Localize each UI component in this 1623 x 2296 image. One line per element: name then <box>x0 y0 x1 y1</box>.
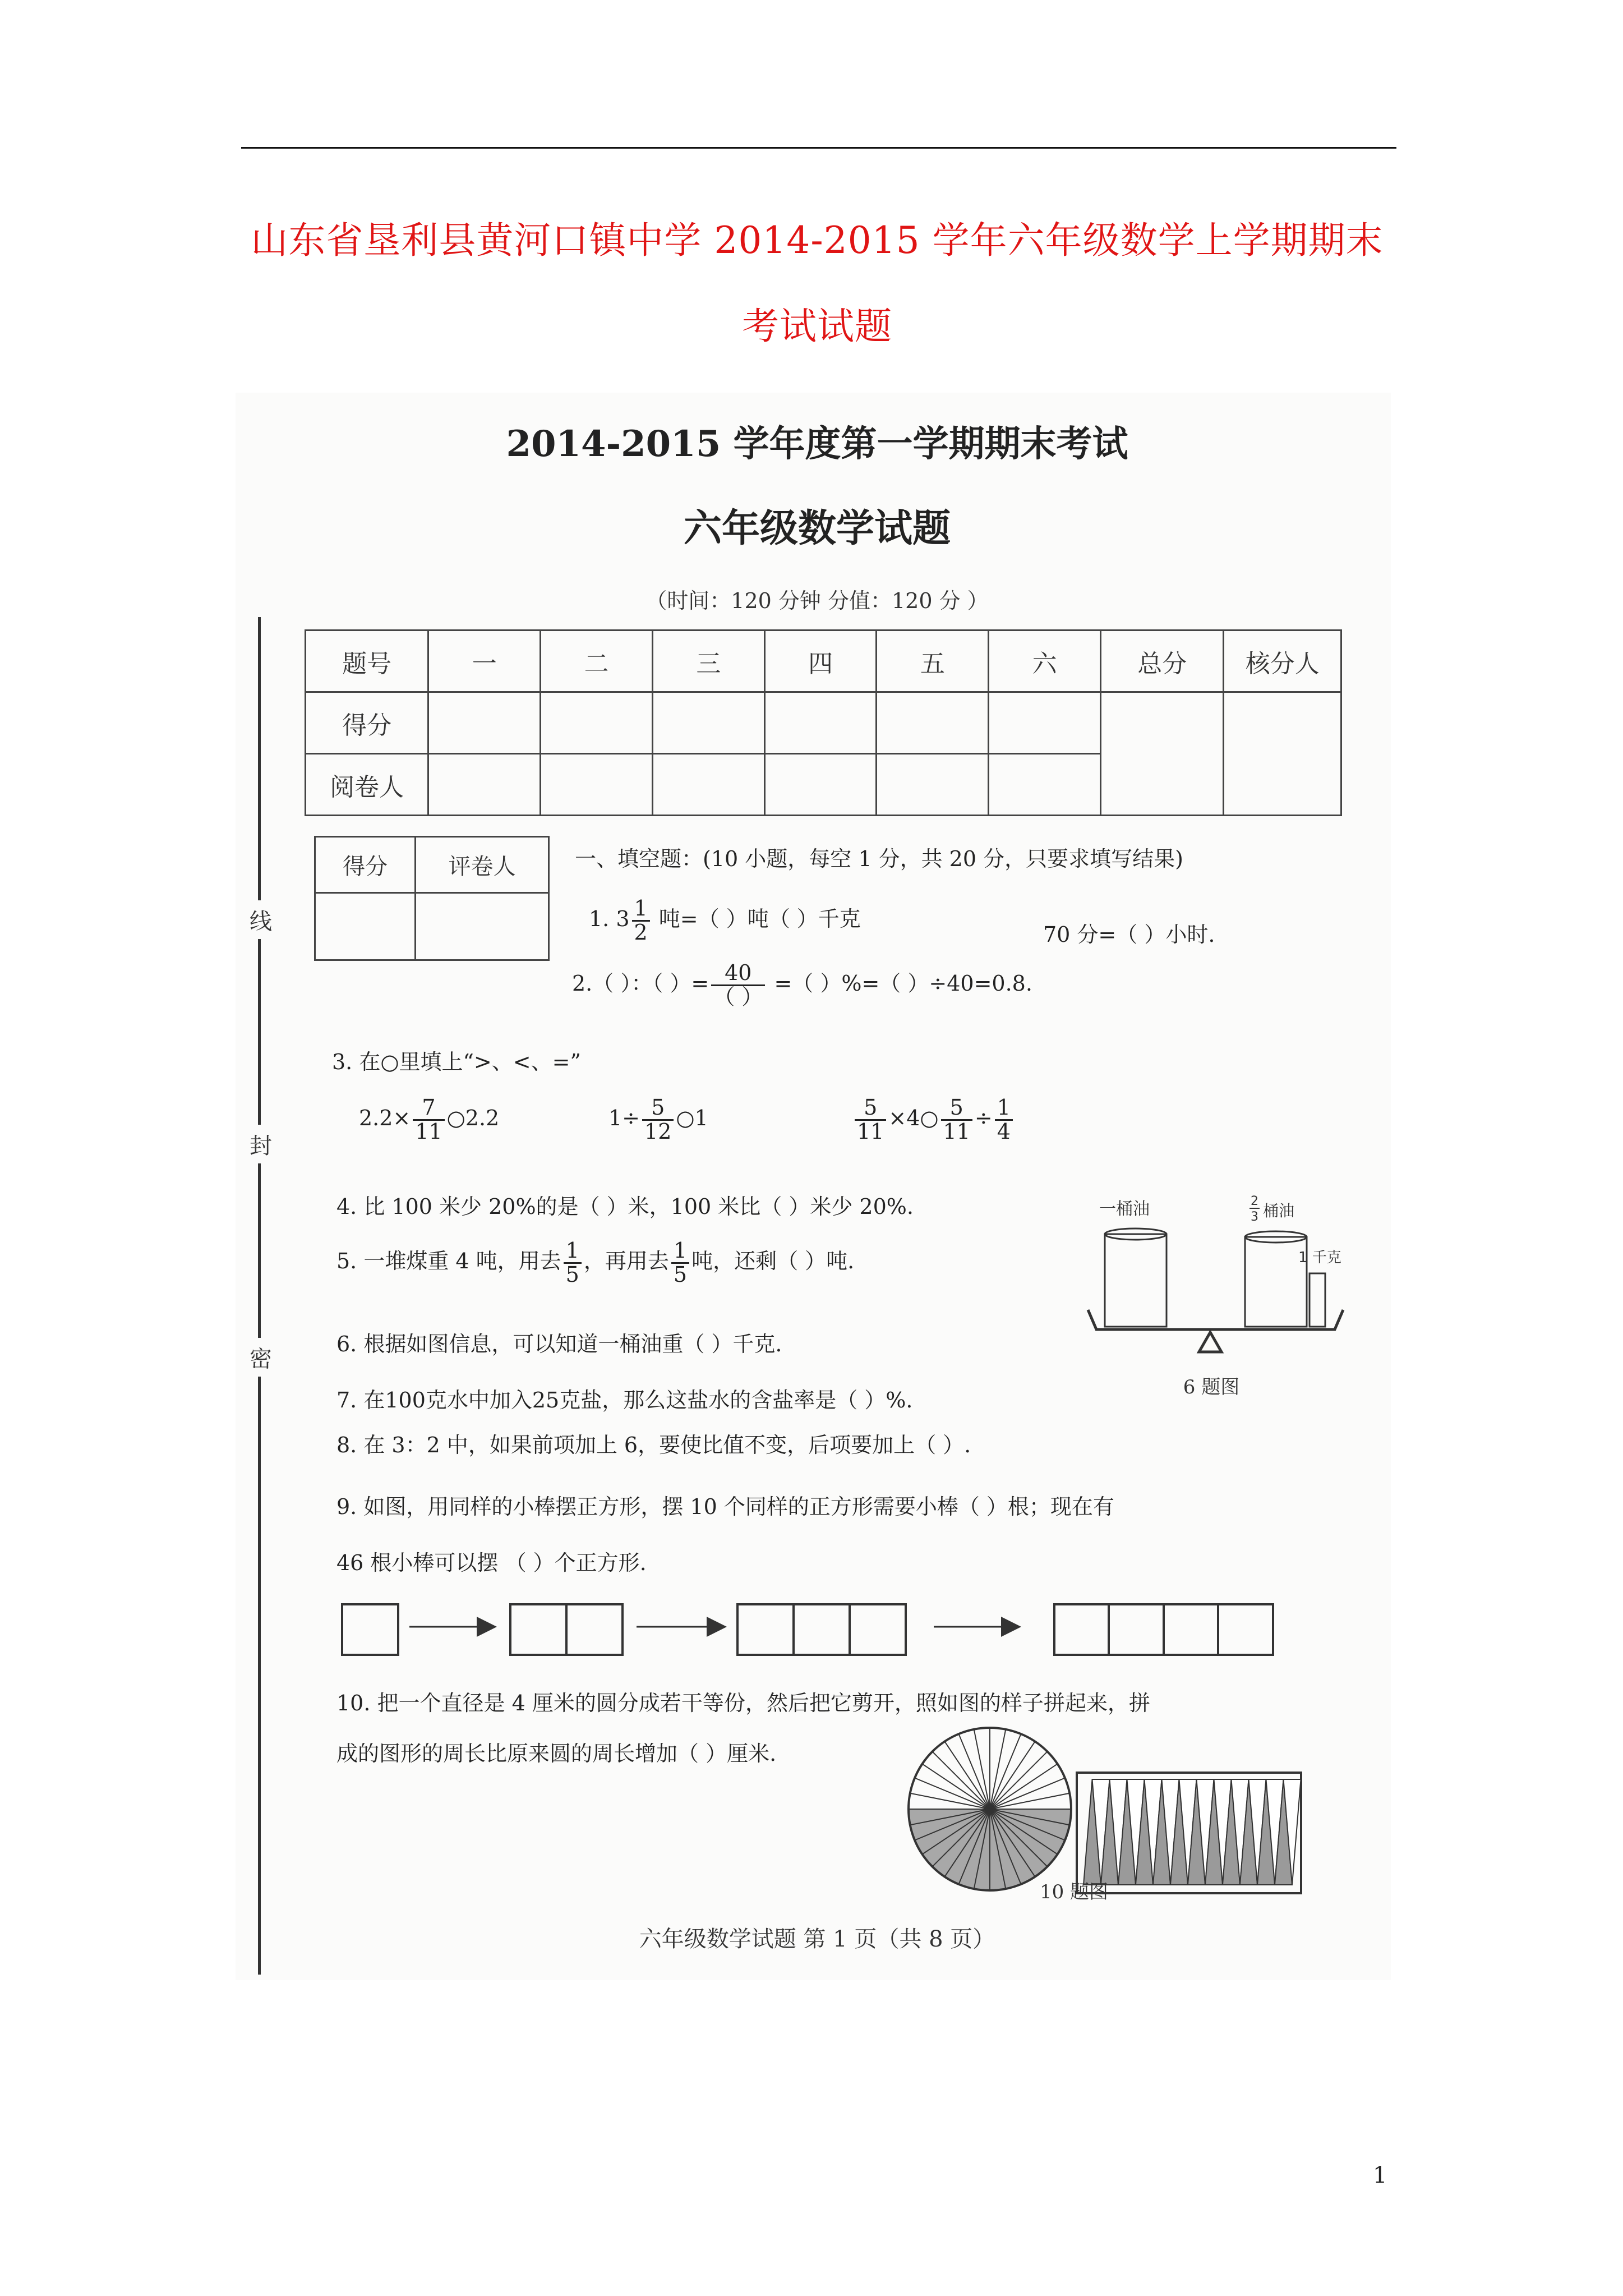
q5-den1: 5 <box>565 1262 579 1287</box>
score-cell <box>877 692 989 754</box>
q3-e3-fraction-3 <box>995 1097 1013 1143</box>
section1-heading: 一、填空题：(10 小题，每空 1 分，共 20 分，只要求填写结果) <box>575 846 1183 871</box>
score-table-header-cell: 五 <box>877 631 989 692</box>
score-table <box>305 629 1342 816</box>
q2-frac-den: （ ） <box>713 984 763 1009</box>
document-title-line1: 山东省垦利县黄河口镇中学 2014-2015 学年六年级数学上学期期末 <box>251 219 1384 262</box>
fig10-rearranged-strip <box>1077 1773 1301 1893</box>
grader-cell <box>652 754 764 816</box>
checker-cell <box>1224 692 1341 816</box>
fig6-weight <box>1310 1273 1325 1327</box>
grader-box-score-label: 得分 <box>315 837 416 893</box>
question-9-line1: 9. 如图，用同样的小棒摆正方形，摆 10 个同样的正方形需要小棒（ ）根；现在有 <box>336 1494 1114 1519</box>
exam-subtitle: 六年级数学试题 <box>683 506 951 551</box>
q5-fraction-2 <box>671 1240 689 1286</box>
fig6-barrel-right <box>1245 1237 1307 1327</box>
header-rule <box>241 147 1396 149</box>
grader-box-grader-label: 评卷人 <box>416 837 549 893</box>
question-6: 6. 根据如图信息，可以知道一桶油重（ ）千克. <box>336 1332 782 1356</box>
exam-title: 2014-2015 学年度第一学期期末考试 <box>506 423 1128 465</box>
question-4: 4. 比 100 米少 20%的是（ ）米，100 米比（ ）米少 20%. <box>336 1194 914 1219</box>
score-cell <box>652 692 764 754</box>
figure-9-squares <box>336 1599 1290 1660</box>
q3-e2-num: 5 <box>642 1097 674 1121</box>
q1-frac-den: 2 <box>634 919 648 945</box>
grader-cell <box>877 754 989 816</box>
q3-e3-den1: 11 <box>857 1119 884 1144</box>
q3-e3-den2: 11 <box>943 1119 970 1144</box>
score-table-header-cell: 一 <box>428 631 541 692</box>
grader-box-grader-cell <box>416 893 549 960</box>
q3-e3-mid: ×4○ <box>888 1105 939 1130</box>
q3-e3-fraction-2 <box>941 1097 972 1143</box>
exam-page-footer: 六年级数学试题 第 1 页（共 8 页） <box>639 1926 995 1952</box>
question-3: 3. 在○里填上“>、<、=” <box>332 1050 581 1074</box>
grader-cell <box>989 754 1101 816</box>
grader-cell <box>541 754 653 816</box>
question-10-line1: 10. 把一个直径是 4 厘米的圆分成若干等份，然后把它剪开，照如图的样子拼起来，拼 <box>336 1691 1150 1715</box>
score-table-header-cell: 核分人 <box>1224 631 1341 692</box>
q3-e1-fraction <box>413 1097 444 1143</box>
q3-expression-2 <box>608 1097 708 1143</box>
fig6-label-mid: 桶油 <box>1263 1202 1295 1220</box>
question-2 <box>572 962 1032 1009</box>
question-1 <box>589 898 861 944</box>
score-cell <box>428 692 541 754</box>
binding-fold-line <box>258 617 261 1975</box>
score-table-header-cell: 二 <box>541 631 653 692</box>
total-score-cell <box>1101 692 1224 816</box>
fig9-square-group-1 <box>342 1604 398 1655</box>
q3-e1-den: 11 <box>415 1119 442 1144</box>
score-table-row-label: 阅卷人 <box>306 754 428 816</box>
figure-6-balance <box>1082 1189 1346 1374</box>
q3-e3-den3: 4 <box>997 1119 1011 1144</box>
score-cell <box>989 692 1101 754</box>
score-cell <box>764 692 877 754</box>
q3-e1-post: ○2.2 <box>446 1105 500 1130</box>
page-number: 1 <box>1373 2162 1387 2188</box>
q2-prefix: 2.（ ）：（ ）= <box>572 970 709 996</box>
q1-prefix: 1. 3 <box>589 906 630 931</box>
q3-e2-den: 12 <box>644 1119 672 1144</box>
q3-e3-num1: 5 <box>855 1097 886 1121</box>
fig6-label-mid-den: 3 <box>1251 1210 1258 1224</box>
score-table-header-cell: 六 <box>989 631 1101 692</box>
fold-mark-seal: 封 <box>250 1125 272 1163</box>
q2-text: =（ ）%=（ ）÷40=0.8. <box>767 970 1032 996</box>
fold-mark-line: 线 <box>250 900 272 939</box>
question-7: 7. 在100克水中加入25克盐，那么这盐水的含盐率是（ ）%. <box>336 1388 913 1412</box>
q2-fraction <box>711 962 765 1009</box>
question-9-line2: 46 根小棒可以摆 （ ）个正方形. <box>336 1550 647 1575</box>
q3-e3-fraction-1 <box>855 1097 886 1143</box>
fig6-scale-pivot <box>1199 1332 1221 1352</box>
question-8: 8. 在 3：2 中，如果前项加上 6，要使比值不变，后项要加上（ ）. <box>336 1433 971 1457</box>
score-table-row-label: 得分 <box>306 692 428 754</box>
q3-expression-1 <box>359 1097 499 1143</box>
fig10-circle <box>909 1728 1071 1890</box>
grader-cell <box>428 754 541 816</box>
fig6-barrel-left <box>1105 1234 1166 1327</box>
exam-meta: （时间：120 分钟 分值：120 分 ） <box>645 588 989 613</box>
score-table-header-cell: 四 <box>764 631 877 692</box>
q3-e3-op: ÷ <box>974 1105 993 1130</box>
q1-fraction <box>632 898 650 944</box>
grader-cell <box>764 754 877 816</box>
score-table-header-cell: 总分 <box>1101 631 1224 692</box>
q5-num1: 1 <box>564 1240 582 1264</box>
fig9-square-group-3 <box>737 1604 906 1655</box>
q5-fraction-1 <box>564 1240 582 1286</box>
figure-10-caption: 10 题图 <box>1039 1881 1109 1903</box>
question-5 <box>336 1240 854 1286</box>
score-cell <box>541 692 653 754</box>
grader-box <box>314 836 550 961</box>
figure-6-caption: 6 题图 <box>1183 1376 1240 1398</box>
q3-expression-3 <box>852 1097 1015 1143</box>
q2-frac-num: 40 <box>711 962 765 986</box>
fold-mark-secret: 密 <box>250 1338 272 1377</box>
document-title-line2: 考试试题 <box>742 305 892 348</box>
question-10-line2: 成的图形的周长比原来圆的周长增加（ ）厘米. <box>336 1741 777 1766</box>
fig6-label-mid-num: 2 <box>1251 1194 1258 1208</box>
q5-num2: 1 <box>671 1240 689 1264</box>
score-table-header-cell: 三 <box>652 631 764 692</box>
q3-e2-fraction <box>642 1097 674 1143</box>
q5-den2: 5 <box>673 1262 688 1287</box>
grader-box-score-cell <box>315 893 416 960</box>
q3-e3-num3: 1 <box>995 1097 1013 1121</box>
q3-e1-num: 7 <box>413 1097 444 1121</box>
score-table-header-cell: 题号 <box>306 631 428 692</box>
fig6-label-left: 一桶油 <box>1099 1199 1150 1219</box>
q3-e2-pre: 1÷ <box>608 1105 640 1130</box>
q5-post: 吨，还剩（ ）吨. <box>691 1248 855 1273</box>
q3-e3-num2: 5 <box>941 1097 972 1121</box>
question-1-part2: 70 分=（ ）小时. <box>1043 922 1215 947</box>
q1-frac-num: 1 <box>632 898 650 922</box>
q5-pre: 5. 一堆煤重 4 吨，用去 <box>336 1248 561 1273</box>
q5-mid: ，再用去 <box>583 1248 669 1273</box>
q1-text: 吨=（ ）吨（ ）千克 <box>652 906 861 931</box>
fig6-label-right: 1 千克 <box>1298 1249 1341 1266</box>
q3-e2-post: ○1 <box>676 1105 708 1130</box>
q3-e1-pre: 2.2× <box>359 1105 411 1130</box>
